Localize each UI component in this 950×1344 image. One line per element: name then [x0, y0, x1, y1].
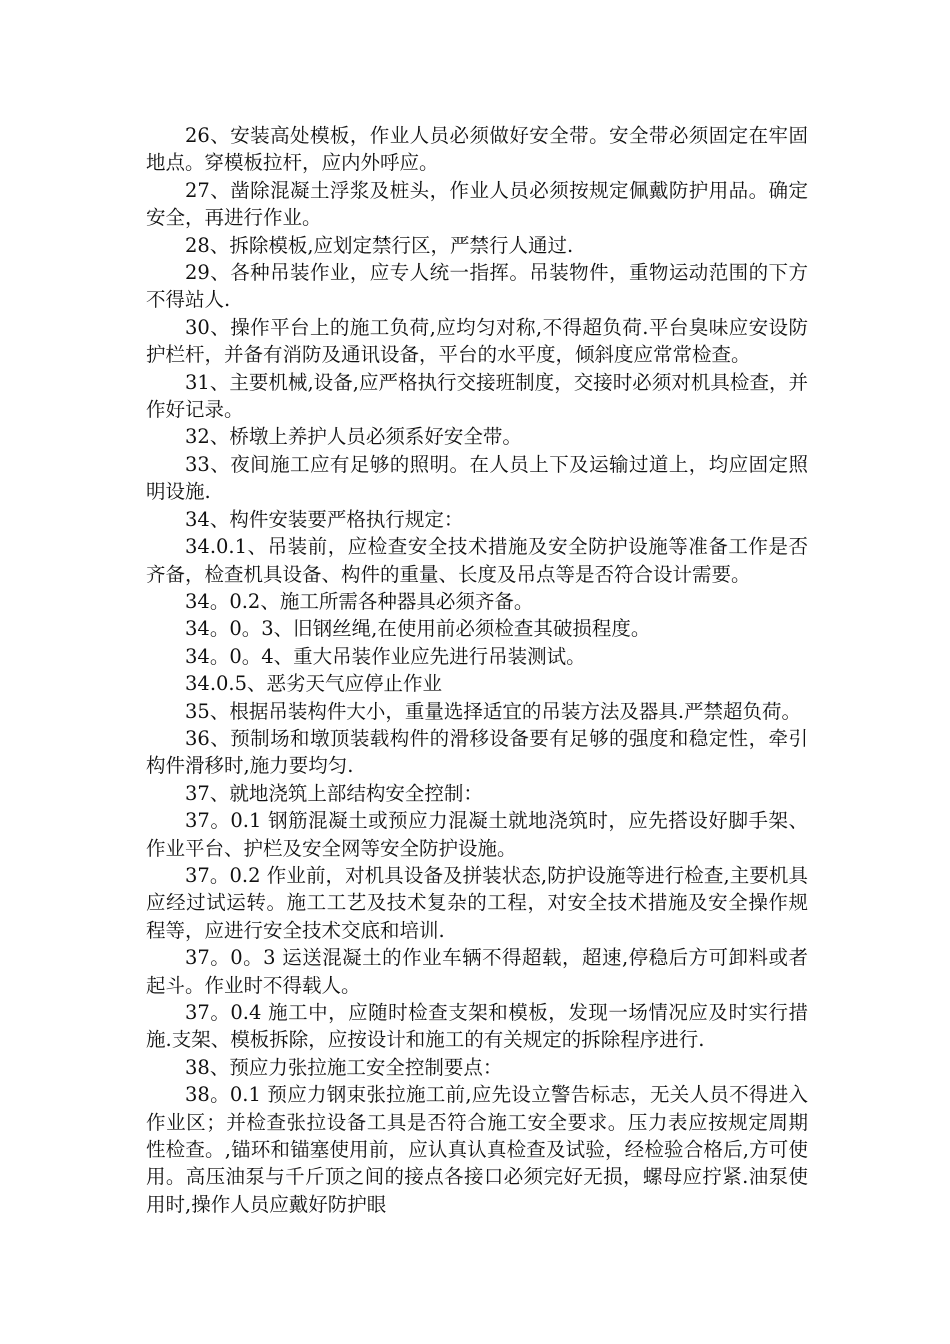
- paragraph-34-0-4: 34。0。4、重大吊装作业应先进行吊装测试。: [185, 644, 586, 668]
- paragraph-34-0-1: 34.0.1、吊装前，应检查安全技术措施及安全防护设施等准备工作是否齐备，检查机具设备、构件的重量、长度及吊点等是否符合设计需要。: [146, 535, 808, 586]
- paragraph-26: 26、安装高处模板，作业人员必须做好安全带。安全带必须固定在牢固地点。穿模板拉杆，应内外呼应。: [146, 124, 808, 175]
- paragraph-34: 34、构件安装要严格执行规定：: [185, 507, 464, 531]
- document-body: [146, 122, 808, 1218]
- paragraph-37: 37、就地浇筑上部结构安全控制：: [185, 781, 483, 805]
- paragraph-34-0-5: 34.0.5、恶劣天气应停止作业: [185, 672, 443, 696]
- paragraph-37-0-4: 37。0.4 施工中，应随时检查支架和模板，发现一场情况应及时实行措施.支架、模板拆除，应按设计和施工的有关规定的拆除程序进行.: [146, 1001, 808, 1052]
- paragraph-29: 29、各种吊装作业，应专人统一指挥。吊装物件，重物运动范围的下方不得站人.: [146, 261, 808, 312]
- paragraph-35: 35、根据吊装构件大小，重量选择适宜的吊装方法及器具.严禁超负荷。: [185, 699, 802, 723]
- paragraph-33: 33、夜间施工应有足够的照明。在人员上下及运输过道上，均应固定照明设施.: [146, 452, 808, 504]
- paragraph-27: 27、凿除混凝土浮浆及桩头，作业人员必须按规定佩戴防护用品。确定安全，再进行作业。: [146, 178, 808, 230]
- paragraph-32: 32、桥墩上养护人员必须系好安全带。: [185, 425, 522, 449]
- paragraph-38: 38、预应力张拉施工安全控制要点：: [185, 1055, 503, 1079]
- paragraph-34-0-2: 34。0.2、施工所需各种器具必须齐备。: [185, 589, 534, 613]
- paragraph-36: 36、预制场和墩顶装载构件的滑移设备要有足够的强度和稳定性，牵引构件滑移时,施力要均匀.: [146, 726, 808, 778]
- paragraph-28: 28、拆除模板,应划定禁行区，严禁行人通过.: [185, 233, 574, 257]
- paragraph-30: 30、操作平台上的施工负荷,应均匀对称,不得超负荷.平台臭味应安设防护栏杆，并备有消防及通讯设备，平台的水平度，倾斜度应常常检查。: [146, 315, 808, 367]
- paragraph-31: 31、主要机械,设备,应严格执行交接班制度，交接时必须对机具检查，并作好记录。: [146, 370, 808, 422]
- paragraph-34-0-3: 34。0。3、旧钢丝绳,在使用前必须检查其破损程度。: [185, 617, 651, 641]
- paragraph-38-0-1: 38。0.1 预应力钢束张拉施工前,应先设立警告标志，无关人员不得进入作业区；并检查张拉设备工具是否符合施工安全要求。压力表应按规定周期性检查。,锚环和锚塞使用前，应认真认真检查及试验，经检验合格后,方可使用。高压油泵与千斤顶之间的接点各接口必须完好无损，螺母应拧紧.油泵使用时,操作人员应戴好防护眼: [146, 1083, 808, 1216]
- paragraph-37-0-3: 37。0。3 运送混凝土的作业车辆不得超载，超速,停稳后方可卸料或者起斗。作业时不得载人。: [146, 946, 808, 997]
- paragraph-37-0-2: 37。0.2 作业前，对机具设备及拼装状态,防护设施等进行检查,主要机具应经过试运转。施工工艺及技术复杂的工程，对安全技术措施及安全操作规程等，应进行安全技术交底和培训.: [146, 863, 808, 942]
- paragraph-37-0-1: 37。0.1 钢筋混凝土或预应力混凝土就地浇筑时，应先搭设好脚手架、作业平台、护栏及安全网等安全防护设施。: [146, 809, 808, 860]
